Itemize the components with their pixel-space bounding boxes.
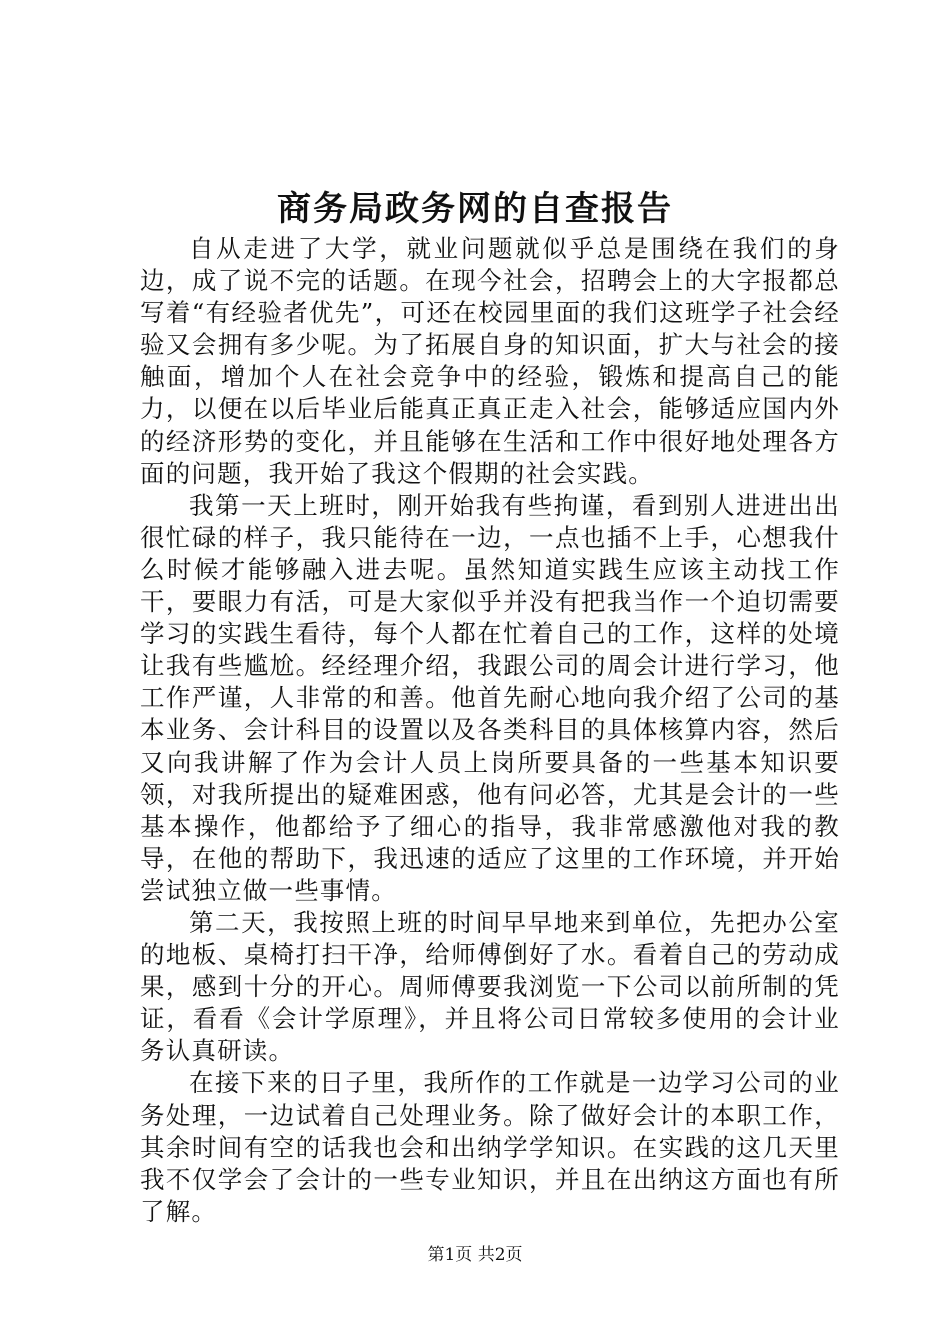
paragraph-2: 我第一天上班时，刚开始我有些拘谨，看到别人进进出出很忙碌的样子，我只能待在一边，一点也插不上手，心想我什么时候才能够融入进去呢。虽然知道实践生应该主动找工作干，要眼力有活，可是大家似乎并没有把我当作一个迫切需要学习的实践生看待，每个人都在忙着自己的工作，这样的处境让我有些尴尬。经经理介绍，我跟公司的周会计进行学习，他工作严谨，人非常的和善。他首先耐心地向我介绍了公司的基本业务、会计科目的设置以及各类科目的具体核算内容，然后又向我讲解了作为会计人员上岗所要具备的一些基本知识要领，对我所提出的疑难困惑，他有问必答，尤其是会计的一些基本操作，他都给予了细心的指导，我非常感激他对我的教导，在他的帮助下，我迅速的适应了这里的工作环境，并开始尝试独立做一些事情。 <box>140 490 840 905</box>
document-title: 商务局政务网的自查报告 <box>277 189 673 229</box>
paragraph-4: 在接下来的日子里，我所作的工作就是一边学习公司的业务处理，一边试着自己处理业务。除了做好会计的本职工作，其余时间有空的话我也会和出纳学学知识。在实践的这几天里我不仅学会了会计的一些专业知识，并且在出纳这方面也有所了解。 <box>140 1068 840 1226</box>
paragraph-3: 第二天，我按照上班的时间早早地来到单位，先把办公室的地板、桌椅打扫干净，给师傅倒好了水。看着自己的劳动成果，感到十分的开心。周师傅要我浏览一下公司以前所制的凭证，看看《会计学原理》，并且将公司日常较多使用的会计业务认真研读。 <box>140 907 840 1066</box>
paragraph-1: 自从走进了大学，就业问题就似乎总是围绕在我们的身边，成了说不完的话题。在现今社会，招聘会上的大字报都总写着“有经验者优先”，可还在校园里面的我们这班学子社会经验又会拥有多少呢。为了拓展自身的知识面，扩大与社会的接触面，增加个人在社会竞争中的经验，锻炼和提高自己的能力，以便在以后毕业后能真正真正走入社会，能够适应国内外的经济形势的变化，并且能够在生活和工作中很好地处理各方面的问题，我开始了我这个假期的社会实践。 <box>140 234 840 488</box>
page-number-footer: 第1页 共2页 <box>427 1245 523 1265</box>
document-body <box>140 233 840 1228</box>
